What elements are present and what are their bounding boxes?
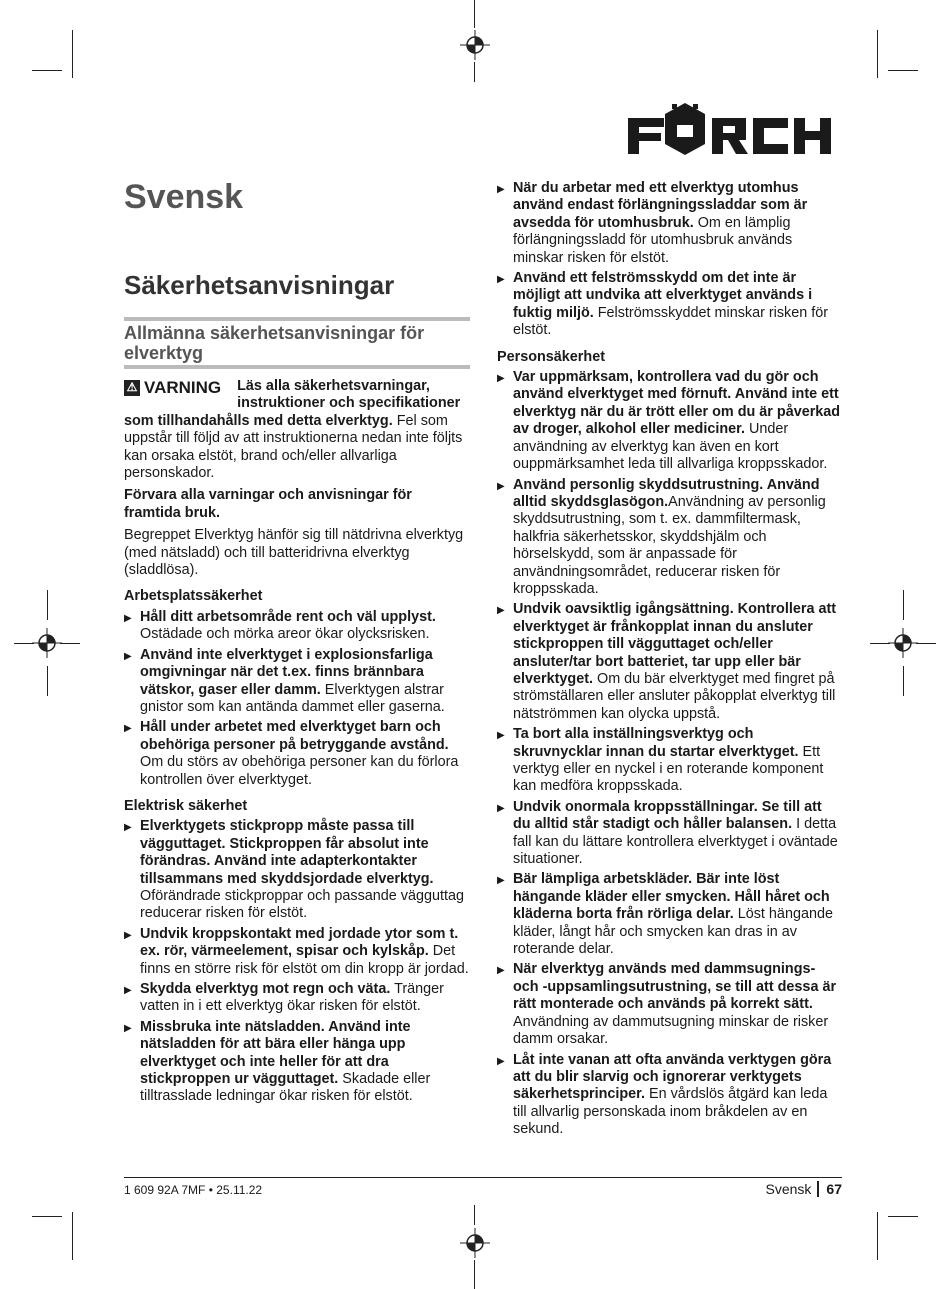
crop-mark (903, 590, 904, 620)
crop-mark (14, 643, 34, 644)
subsection-title: Allmänna säkerhetsanvisningar för elverktyg (124, 323, 425, 363)
list-item: ▶ Undvik kroppskontakt med jordade ytor som t. ex. rör, värmeelement, spisar och kylskåp. Det finns en större risk för elstöt om din kropp är jordad. (124, 926, 470, 978)
personal-heading: Personsäkerhet (497, 348, 605, 365)
warning-badge-label: VARNING (144, 378, 222, 397)
warning-triangle-icon: ⚠ (124, 380, 140, 396)
list-item: ▶ När elverktyg används med dammsugnings- och -uppsamlingsutrustning, se till att dessa är rätt monterade och används på korrekt sätt. Användning av dammutsugning minskar de risker damm orsakar. (497, 961, 842, 1048)
personal-list (497, 369, 842, 1138)
page-number: 67 (817, 1181, 842, 1197)
footer-page-info (766, 1181, 843, 1197)
section-title: Säkerhetsanvisningar (124, 270, 395, 300)
crop-mark (903, 666, 904, 696)
list-item: ▶ Använd personlig skyddsutrustning. Använd alltid skyddsglasögon.Användning av personlig skyddsutrustning, som t. ex. dammfiltermask, halkfria säkerhetsskor, skyddshjälm och hörselskydd, som är anpassade för användningsområdet, reducerar risken för kroppsskada. (497, 477, 842, 599)
subsection-rule-top (124, 317, 470, 321)
warning-block (124, 378, 470, 1106)
list-item: ▶ Bär lämpliga arbetskläder. Bär inte löst hängande kläder eller smycken. Håll håret och kläderna borta från rörliga delar. Löst hängande kläder, långt hår och smycken kan dras in av roterande delar. (497, 871, 842, 958)
crop-mark (47, 590, 48, 620)
crop-mark (32, 70, 62, 71)
electrical-heading: Elektrisk säkerhet (124, 797, 248, 814)
crop-mark (474, 62, 475, 82)
registration-mark-icon (460, 30, 490, 60)
crop-mark (877, 1212, 878, 1260)
warning-badge (124, 379, 221, 396)
crop-mark (870, 643, 890, 644)
list-item: ▶ Använd inte elverktyget i explosionsfarliga omgivningar när det t.ex. finns brännbara vätskor, gaser eller damm. Elverktygen alstrar gnistor som kan antända dammet eller gaserna. (124, 647, 470, 717)
list-item: ▶ Håll ditt arbetsområde rent och väl upplyst. Ostädade och mörka areor ökar olycksrisken. (124, 609, 470, 644)
electrical-list (124, 818, 470, 1106)
list-item: ▶ Skydda elverktyg mot regn och väta. Tränger vatten in i ett elverktyg ökar risken för elstöt. (124, 981, 470, 1016)
registration-mark-icon (32, 628, 62, 658)
crop-mark (474, 1205, 475, 1225)
crop-mark (877, 30, 878, 78)
list-item: ▶ Håll under arbetet med elverktyget barn och obehöriga personer på betryggande avstånd. Om du störs av obehöriga personer kan du förlora kontrollen över elverktyget. (124, 719, 470, 789)
list-item: ▶ Undvik onormala kroppsställningar. Se till att du alltid står stadigt och håller balansen. I detta fall kan du lättare kontrollera elverktyget i oväntade situationer. (497, 799, 842, 869)
list-item: ▶ Elverktygets stickpropp måste passa till vägguttaget. Stickproppen får absolut inte förändras. Använd inte adapterkontakter tillsammans med skyddsjordade elverktyg. Oförändrade stickproppar och passande vägguttag reducerar risken för elstöt. (124, 818, 470, 922)
document-code: 1 609 92A 7MF • 25.11.22 (124, 1183, 263, 1197)
workplace-heading: Arbetsplatssäkerhet (124, 588, 263, 605)
list-item: ▶ Var uppmärksam, kontrollera vad du gör och använd elverktyget med förnuft. Använd inte ett elverktyg när du är trött eller om du är påverkad av droger, alkohol eller mediciner. Under användning av elverktyg kan även en kort ouppmärksamhet leda till allvarliga kroppsskador. (497, 369, 842, 473)
list-item: ▶ Undvik oavsiktlig igångsättning. Kontrollera att elverktyget är frånkopplat innan du ansluter stickproppen till vägguttaget och/eller ansluter/tar bort batteriet, tar upp eller bär elverktyget. Om du bär elverktyget med fingret på strömställaren eller ansluter påkopplat elverktyg till nätströmmen kan olycka uppstå. (497, 601, 842, 723)
list-item: ▶ Använd ett felströmsskydd om det inte är möjligt att undvika att elverktyget används i fuktig miljö. Felströmsskyddet minskar risken för elstöt. (497, 270, 842, 340)
forch-logo (628, 100, 842, 160)
warning-bold-text: Läs alla säkerhetsvarningar, instruktioner och specifikationer som tillhandahålls med detta elverktyg. (124, 378, 461, 429)
crop-mark (888, 70, 918, 71)
crop-mark (474, 0, 475, 28)
keep-notice: Förvara alla varningar och anvisningar för framtida bruk. (124, 487, 412, 521)
crop-mark (916, 643, 936, 644)
crop-mark (72, 30, 73, 78)
crop-mark (474, 1260, 475, 1289)
right-column (497, 180, 842, 1139)
definition-text: Begreppet Elverktyg hänför sig till nätdrivna elverktyg (med nätsladd) och till batteridrivna elverktyg (sladdlösa). (124, 527, 464, 579)
registration-mark-icon (460, 1228, 490, 1258)
list-item: ▶ Missbruka inte nätsladden. Använd inte nätsladden för att bära eller hänga upp elverktyget och inte heller för att dra stickproppen ur vägguttaget. Skadade eller tilltrasslade ledningar ökar risken för elstöt. (124, 1019, 470, 1106)
list-item: ▶ När du arbetar med ett elverktyg utomhus använd endast förlängningssladdar som är avsedda för utomhusbruk. Om en lämplig förlängningssladd för utomhusbruk används minskar risken för elstöt. (497, 180, 842, 267)
subsection-rule-bottom (124, 365, 470, 369)
crop-mark (60, 643, 80, 644)
page-footer (124, 1177, 842, 1197)
workplace-list (124, 609, 470, 789)
list-item: ▶ Ta bort alla inställningsverktyg och skruvnycklar innan du startar elverktyget. Ett verktyg eller en nyckel i en roterande komponent kan medföra kroppsskada. (497, 726, 842, 796)
crop-mark (47, 666, 48, 696)
crop-mark (888, 1216, 918, 1217)
language-heading: Svensk (124, 178, 244, 216)
registration-mark-icon (888, 628, 918, 658)
footer-language: Svensk (765, 1181, 812, 1197)
crop-mark (72, 1212, 73, 1260)
list-item: ▶ Låt inte vanan att ofta använda verktygen göra att du blir slarvig och ignorerar verktygets säkerhetsprinciper. En vårdslös åtgärd kan leda till allvarlig personskada inom bråkdelen av en sekund. (497, 1052, 842, 1139)
crop-mark (32, 1216, 62, 1217)
warning-plain-text: Fel som uppstår till följd av att instruktionerna nedan inte följts kan orsaka elstöt, brand och/eller allvarliga personskador. (124, 412, 463, 482)
